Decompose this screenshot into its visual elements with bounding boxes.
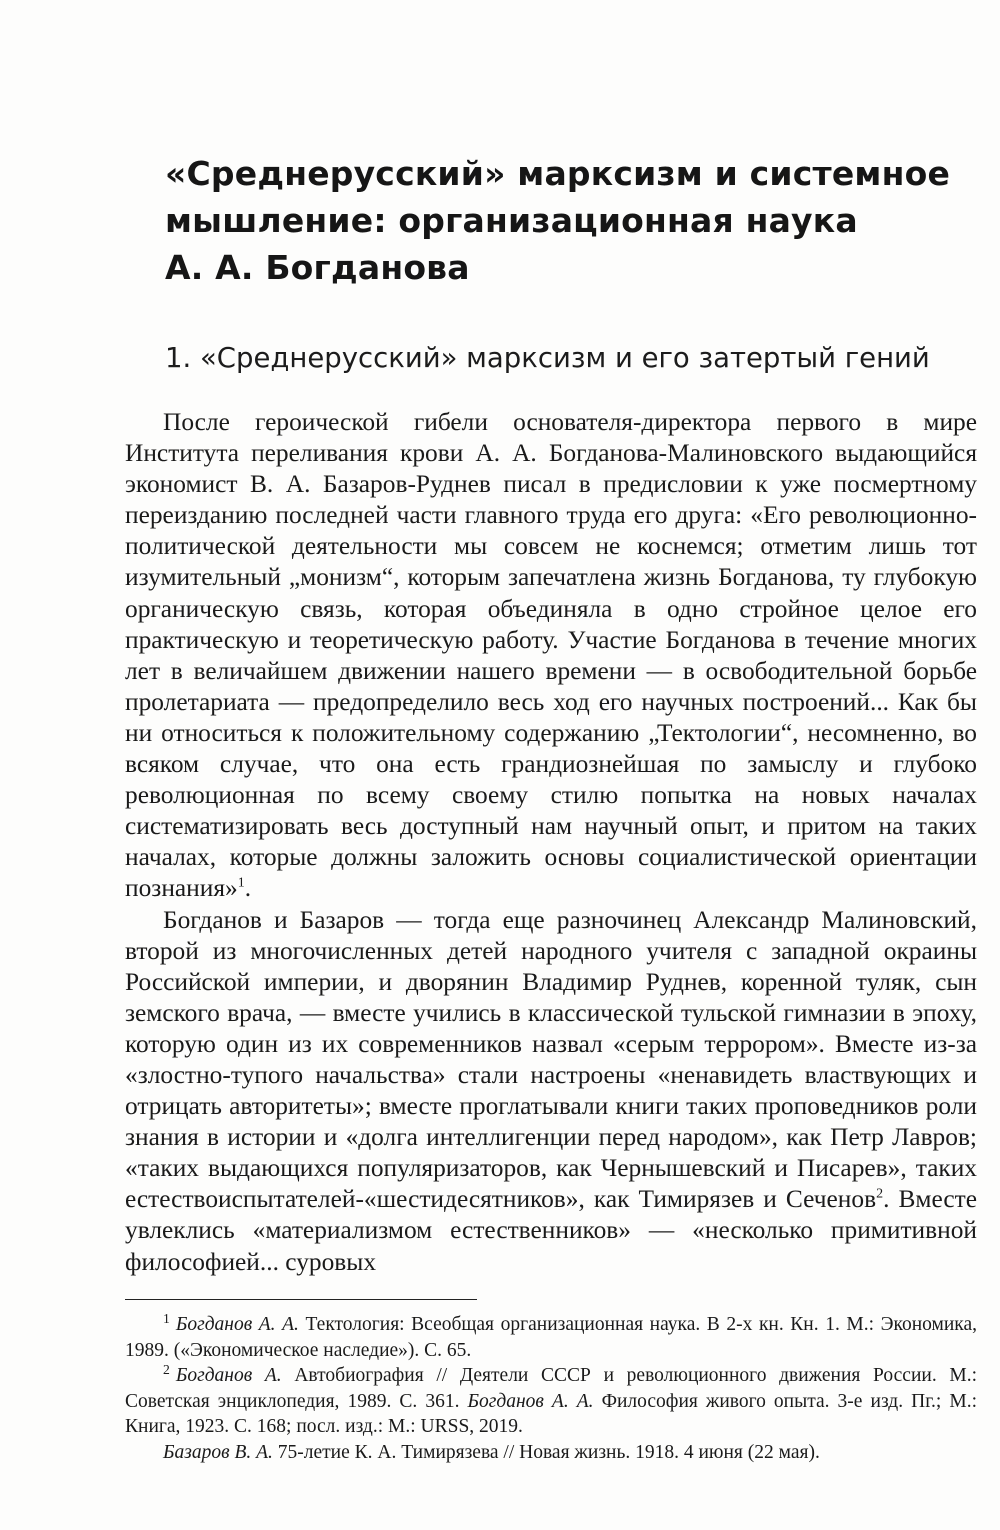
body-text <box>125 407 977 1278</box>
footnote-ref[interactable]: 1 <box>237 875 245 891</box>
chapter-title <box>165 150 955 291</box>
footnote <box>125 1440 977 1466</box>
footnote-author: Богданов А. А. <box>467 1390 594 1412</box>
footnote-text: Тектология: Всеобщая организационная наука. В 2-х кн. Кн. 1. М.: Экономика, 1989. («Экономическое наследие»). С. 65. <box>125 1314 978 1361</box>
footnotes <box>125 1312 977 1465</box>
footnote-text: 75-летие К. А. Тимирязева // Новая жизнь. 1918. 4 июня (22 мая). <box>272 1441 820 1463</box>
footnote-text: Философия живого опыта. 3-е изд. Пг.; М.: Книга, 1923. С. 168; посл. изд.: М.: URSS, 2019. <box>125 1390 977 1437</box>
footnote-text: Автобиография // Деятели СССР и революционного движения России. М.: Советская энциклопедия, 1989. С. 361. <box>125 1365 978 1412</box>
footnote-number: 2 <box>163 1361 170 1377</box>
footnote-author: Базаров В. А. <box>163 1441 273 1463</box>
section-title: 1. «Среднерусский» марксизм и его затертый гений <box>165 342 930 374</box>
paragraph-text: После героической гибели основателя-директора первого в мире Института переливания крови А. А. Богданова-Малиновского выдающийся экономист В. А. Базаров-Руднев писал в предисловии к уже посмертному переизданию последней части главного труда его друга: «Его революционно-политической деятельности мы совсем не коснемся; отметим лишь тот изумительный „монизм“, которым запечатлена жизнь Богданова, ту глубокую органическую связь, которая объединяла в одно стройное целое его практическую и теоретическую работу. Участие Богданова в течение многих лет в величайшем движении нашего времени — в освободительной борьбе пролетариата — предопределило весь ход его научных построений... Как бы ни относиться к положительному содержанию „Тектологии“, несомненно, во всяком случае, что она есть грандиознейшая по замыслу и глубоко революционная по всему своему стилю попытка на новых началах систематизировать весь доступный нам научный опыт, и притом на таких началах, которые должны заложить основы социалистической ориентации познания» <box>125 408 977 903</box>
footnote-divider <box>125 1299 477 1300</box>
footnote-author: Богданов А. А. <box>175 1314 299 1335</box>
chapter-title-line: А. А. Богданова <box>165 248 470 287</box>
paragraph-tail: . Вместе увлеклись «материализмом естественников» — «несколько примитивной философией... суровых <box>125 1185 977 1276</box>
footnote-author: Богданов А. <box>175 1365 282 1386</box>
footnote <box>125 1312 977 1363</box>
paragraph-tail: . <box>244 874 252 903</box>
paragraph-text: Богданов и Базаров — тогда еще разночинец Александр Малиновский, второй из многочисленных детей народного учителя с западной окраины Российской империи, и дворянин Владимир Руднев, коренной туляк, сын земского врача, — вместе учились в классической тульской гимназии в эпоху, которую один из их современников назвал «серым террором». Вместе из-за «злостно-тупого начальства» стали настроены «ненавидеть властвующих и отрицать авторитеты»; вместе проглатывали книги таких проповедников роли знания в истории и «долга интеллигенции перед народом», как Петр Лавров; «таких выдающихся популяризаторов, как Чернышевский и Писарев», таких естествоиспытателей-«шестидесятников», как Тимирязев и Сеченов <box>125 905 977 1214</box>
footnote <box>125 1363 977 1440</box>
chapter-title-line: «Среднерусский» марксизм и системное <box>165 154 951 193</box>
paragraph <box>125 905 977 1278</box>
footnote-ref[interactable]: 2 <box>876 1186 884 1202</box>
footnote-number: 1 <box>163 1310 170 1326</box>
chapter-title-line: мышление: организационная наука <box>165 201 858 240</box>
paragraph <box>125 407 977 905</box>
